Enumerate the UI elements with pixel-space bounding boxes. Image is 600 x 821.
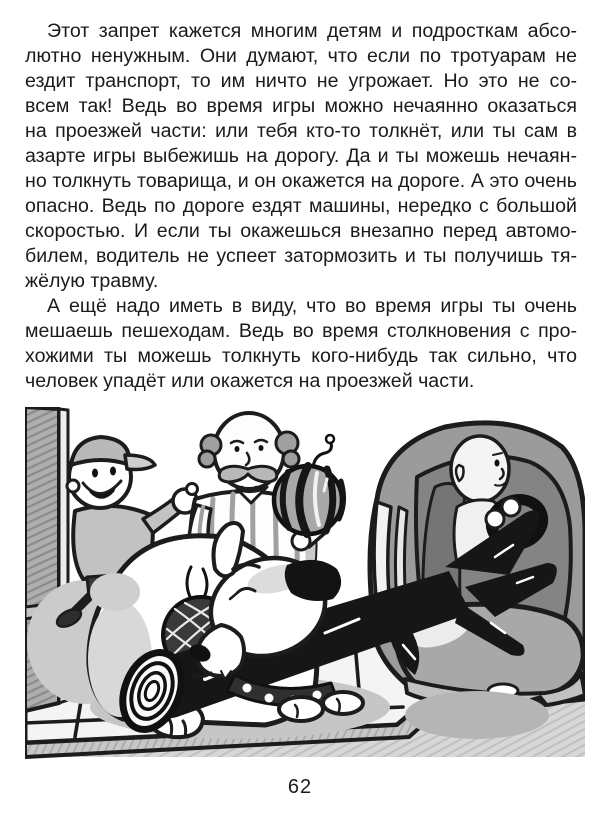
shadow [405, 691, 549, 739]
text-line: А ещё надо иметь в виду, что во время игры ты очень [47, 295, 577, 317]
driver-hand [486, 510, 504, 528]
text-line: мешаешь пешеходам. Ведь во время столкновения с про- [25, 320, 577, 342]
text-line: азарте игры выбежишь на дорогу. Да и ты можешь нечаян- [25, 145, 577, 167]
hair-tuft [283, 451, 299, 467]
illustration-svg [25, 407, 585, 760]
paragraph-1 [25, 19, 577, 294]
text-line: опасно. Ведь по дороге ездят машины, нередко с большой [25, 195, 577, 217]
boy-cap-visor [125, 455, 155, 470]
boy-cap [71, 437, 130, 465]
text-line: человек упадёт или окажется на проезжей части. [25, 370, 475, 392]
illustration [25, 407, 585, 760]
body-text [25, 19, 577, 394]
text-line: Этот запрет кажется многим детям и подросткам абсо- [47, 20, 577, 42]
text-line: лютно ненужным. Они думают, что если по тротуарам не [25, 45, 577, 67]
driver-ear [456, 465, 464, 481]
hair-tuft [199, 451, 215, 467]
text-line: ездит транспорт, то им ничто не угрожает. Но это не со- [25, 70, 577, 92]
text-line: на проезжей части: или тебя кто-то толкнёт, или ты сам в [25, 120, 577, 142]
paragraph-2 [25, 294, 577, 394]
text-line: билем, водитель не успеет затормозить и ты получишь тя- [25, 245, 577, 267]
text-line: всем так! Ведь во время игры можно нечаянно оказаться [25, 95, 577, 117]
text-line: скоростью. И если ты окажешься внезапно перед автомо- [25, 220, 577, 242]
text-line: хожими ты можешь толкнуть кого-нибудь так сильно, что [25, 345, 577, 367]
text-line: но толкнуть товарища, и он окажется на дороге. А это очень [25, 170, 577, 192]
driver-hand [502, 498, 520, 516]
text-line: жёлую травму. [25, 270, 159, 292]
boy-ear [67, 480, 79, 492]
watermelon-stem [313, 443, 331, 467]
page-number: 62 [287, 776, 313, 798]
